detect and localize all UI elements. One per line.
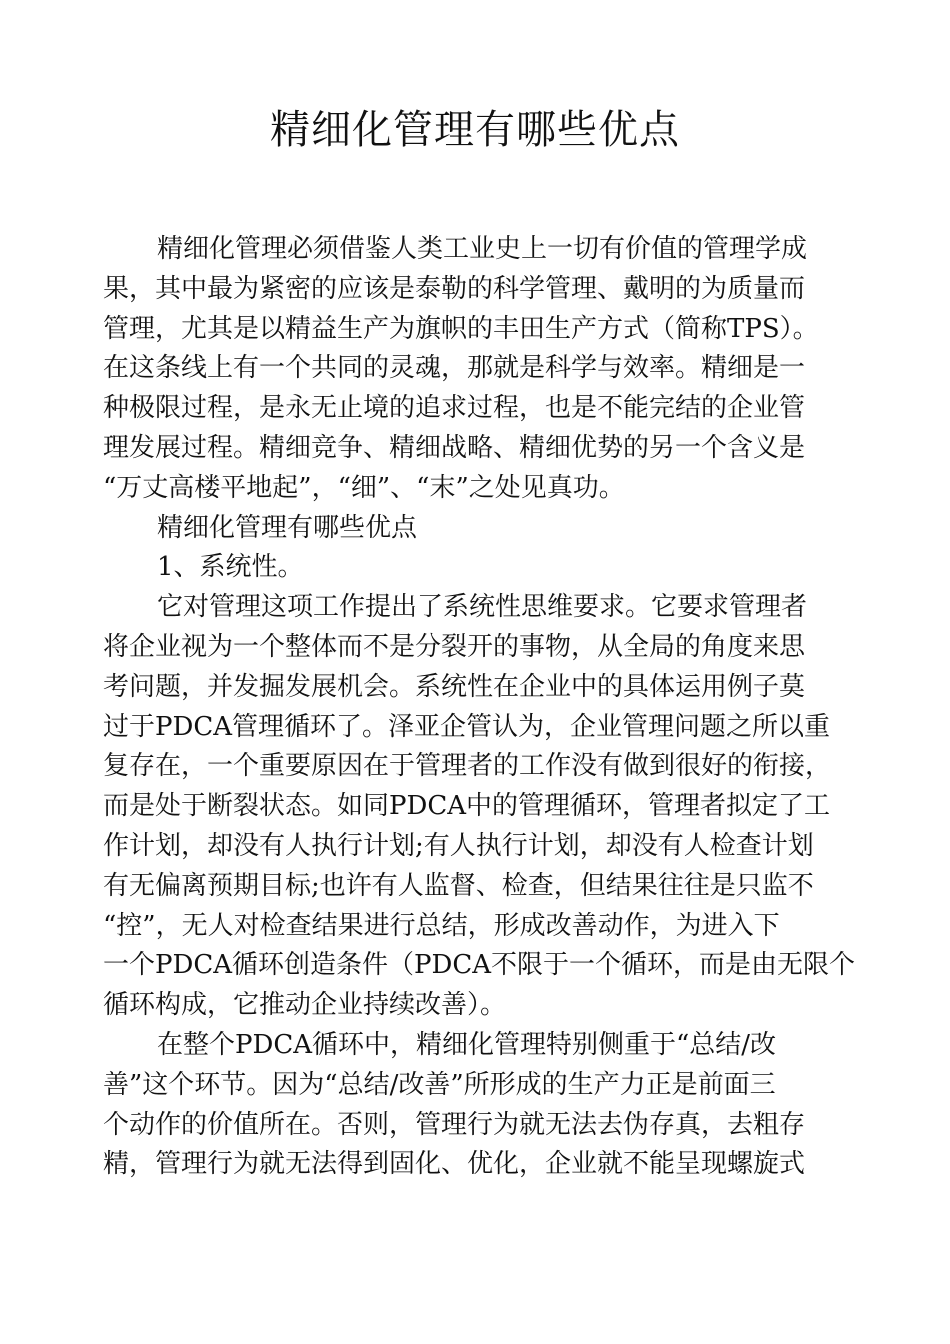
text-line: 个动作的价值所在。否则，管理行为就无法去伪存真，去粗存 xyxy=(103,1109,806,1140)
document-title: 精细化管理有哪些优点 xyxy=(270,107,680,153)
text-line: 考问题，并发掘发展机会。系统性在企业中的具体运用例子莫 xyxy=(103,671,806,702)
text-line: 循环构成，它推动企业持续改善）。 xyxy=(103,990,507,1021)
text-line: 作计划，却没有人执行计划;有人执行计划，却没有人检查计划 xyxy=(103,830,814,861)
text-line: 精细化管理有哪些优点 xyxy=(157,512,418,543)
text-line: 善”这个环节。因为“总结/改善”所形成的生产力正是前面三 xyxy=(103,1069,776,1100)
text-line: 过于PDCA管理循环了。泽亚企管认为，企业管理问题之所以重 xyxy=(103,711,831,742)
text-line: 有无偏离预期目标;也许有人监督、检查，但结果往往是只监不 xyxy=(103,870,814,901)
text-line: 在整个PDCA循环中，精细化管理特别侧重于“总结/改 xyxy=(157,1029,777,1060)
text-line: 将企业视为一个整体而不是分裂开的事物，从全局的角度来思 xyxy=(103,631,806,662)
text-line: “万丈高楼平地起”，“细”、“末”之处见真功。 xyxy=(103,472,625,503)
text-line: 种极限过程，是永无止境的追求过程，也是不能完结的企业管 xyxy=(103,393,806,424)
text-line: 理发展过程。精细竞争、精细战略、精细优势的另一个含义是 xyxy=(103,432,806,463)
document-body xyxy=(103,230,856,1185)
text-line: 1、系统性。 xyxy=(157,552,304,583)
text-line: “控”，无人对检查结果进行总结，形成改善动作，为进入下 xyxy=(103,910,780,941)
text-line: 在这条线上有一个共同的灵魂，那就是科学与效率。精细是一 xyxy=(103,353,806,384)
text-line: 果，其中最为紧密的应该是泰勒的科学管理、戴明的为质量而 xyxy=(103,273,806,304)
text-line: 复存在，一个重要原因在于管理者的工作没有做到很好的衔接， xyxy=(103,751,832,782)
text-line: 而是处于断裂状态。如同PDCA中的管理循环，管理者拟定了工 xyxy=(103,791,831,822)
text-line: 管理，尤其是以精益生产为旗帜的丰田生产方式（简称TPS）。 xyxy=(103,313,819,344)
text-line: 精，管理行为就无法得到固化、优化，企业就不能呈现螺旋式 xyxy=(103,1149,806,1180)
text-line: 一个PDCA循环创造条件（PDCA不限于一个循环，而是由无限个 xyxy=(103,950,856,981)
text-line: 精细化管理必须借鉴人类工业史上一切有价值的管理学成 xyxy=(157,234,808,264)
text-line: 它对管理这项工作提出了系统性思维要求。它要求管理者 xyxy=(157,592,808,623)
